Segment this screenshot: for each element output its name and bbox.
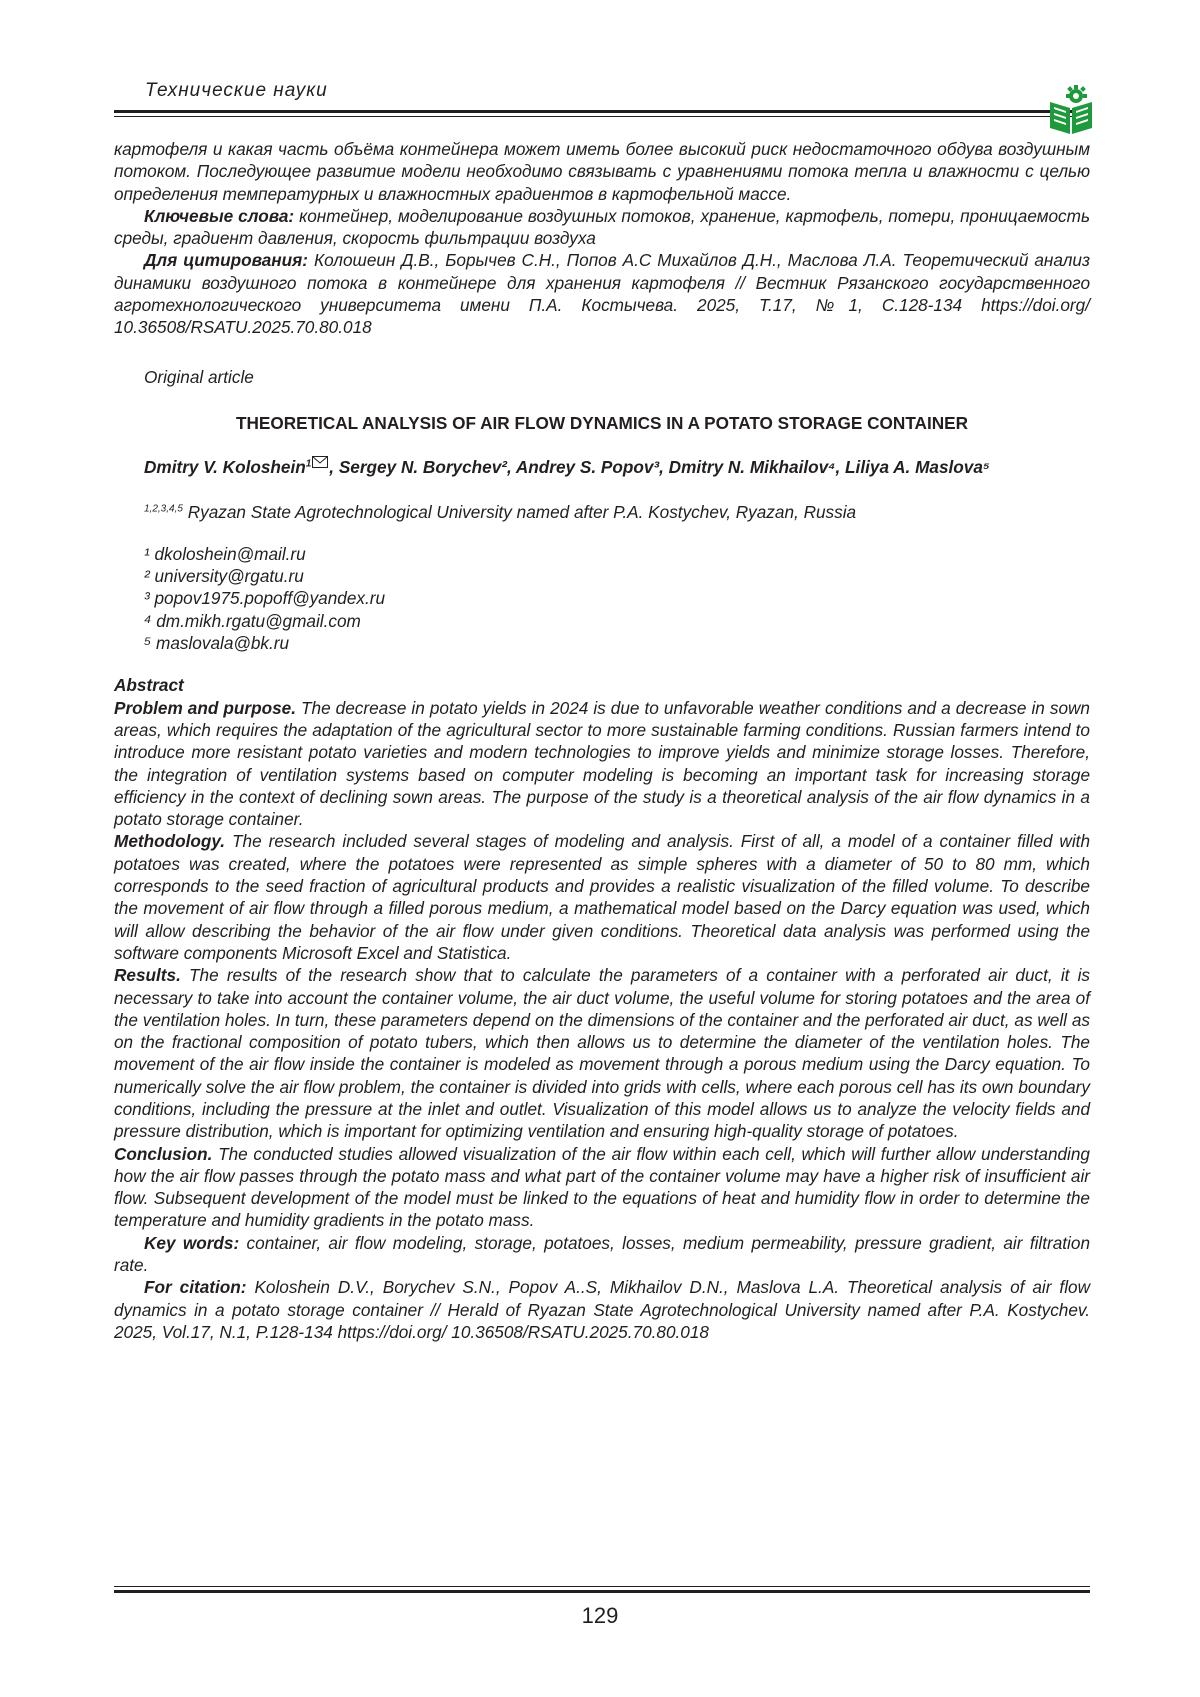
- en-citation-label: For citation:: [144, 1277, 247, 1298]
- problem-text: The decrease in potato yields in 2024 is due to unfavorable weather conditions and a decrease in sown areas, which requires the adaptation of the agricultural sector to more sustainable farming conditions. Russian farmers intend to introduce more resistant potato varieties and modern technologies to improve yields and minimize storage losses. Therefore, the integration of ventilation systems based on computer modeling is becoming an important task for increasing storage efficiency in the context of declining sown areas. The purpose of the study is a theoretical analysis of the air flow dynamics in a potato storage container.: [114, 697, 1090, 830]
- abstract-methodology: [114, 830, 1090, 964]
- email-item[interactable]: ¹ dkoloshein@mail.ru: [144, 543, 306, 564]
- running-header: Технические науки: [145, 80, 328, 101]
- ru-citation-text: Колошеин Д.В., Борычев С.Н., Попов А.С Михайлов Д.Н., Маслова Л.А. Теоретический анализ динамики воздушного потока в контейнере для хранения картофеля // Вестник Рязанского государственного агротехнологического университета имени П.А. Костычева. 2025, Т.17, №1, С.128-134 https://doi.org/ 10.36508/RSATU.2025.70.80.018: [114, 250, 1090, 338]
- en-keywords: [114, 1232, 1090, 1277]
- authors-rest: , Sergey N. Borychev², Andrey S. Popov³, Dmitry N. Mikhailov⁴, Liliya A. Maslova⁵: [329, 457, 990, 478]
- email-item[interactable]: ² university@rgatu.ru: [144, 566, 304, 587]
- envelope-icon: [312, 456, 328, 468]
- en-keywords-text: container, air flow modeling, storage, potatoes, losses, medium permeability, pressure gradient, air filtration rate.: [114, 1232, 1090, 1276]
- affiliation-text: Ryazan State Agrotechnological University named after P.A. Kostychev, Ryazan, Russia: [182, 501, 857, 522]
- page-content: [114, 138, 1090, 1343]
- ru-keywords-label: Ключевые слова:: [144, 205, 295, 226]
- email-list: [144, 543, 1090, 654]
- conclusion-text: The conducted studies allowed visualization of the air flow within each cell, which will further allow understanding how the air flow passes through the potato mass and what part of the container volume may have a higher risk of insufficient air flow. Subsequent development of the model must be linked to the equations of heat and humidity flow in order to determine the temperature and humidity gradients in the potato mass.: [114, 1143, 1090, 1231]
- affiliation: [144, 501, 1090, 523]
- methodology-text: The research included several stages of modeling and analysis. First of all, a model of a container filled with potatoes was created, where the potatoes were represented as simple spheres with a diameter of 50 to 80 mm, which corresponds to the seed fraction of agricultural products and provides a realistic visualization of the filled volume. To describe the movement of air flow through a filled porous medium, a mathematical model based on the Darcy equation was used, which will allow describing the behavior of the air flow under given conditions. Theoretical data analysis was performed using the software components Microsoft Excel and Statistica.: [114, 831, 1090, 963]
- email-item[interactable]: ⁴ dm.mikh.rgatu@gmail.com: [144, 610, 361, 631]
- author-1-sup: 1: [305, 458, 312, 470]
- conclusion-label: Conclusion.: [114, 1143, 213, 1164]
- abstract-results: [114, 964, 1090, 1142]
- ru-citation-label: Для цитирования:: [144, 250, 309, 271]
- email-item[interactable]: ³ popov1975.popoff@yandex.ru: [144, 588, 386, 609]
- abstract-heading: Abstract: [114, 675, 184, 696]
- en-keywords-label: Key words:: [144, 1232, 240, 1253]
- methodology-label: Methodology.: [114, 831, 226, 852]
- abstract-conclusion: [114, 1143, 1090, 1232]
- journal-logo-icon: [1046, 84, 1094, 136]
- results-text: The results of the research show that to calculate the parameters of a container with a perforated air duct, it is necessary to take into account the container volume, the air duct volume, the useful volume for storing potatoes and the area of the ventilation holes. In turn, these parameters depend on the dimensions of the container and the perforated air duct, as well as on the fractional composition of potato tubers, which then allows us to determine the diameter of the ventilation holes. The movement of the air flow inside the container is modeled as movement through a porous medium using the Darcy equation. To numerically solve the air flow problem, the container is divided into grids with cells, where each porous cell has its own boundary conditions, including the pressure at the inlet and outlet. Visualization of this model allows us to analyze the velocity fields and pressure distribution, which is important for optimizing ventilation and ensuring high-quality storage of potatoes.: [114, 965, 1090, 1142]
- results-label: Results.: [114, 965, 181, 986]
- ru-abstract-tail: картофеля и какая часть объёма контейнера может иметь более высокий риск недостаточного обдува воздушным потоком. Последующее развитие модели необходимо связывать с уравнениями потока тепла и влажности с целью определения температурных и влажностных градиентов в картофельной массе.: [114, 139, 1090, 204]
- problem-label: Problem and purpose.: [114, 697, 296, 718]
- authors-line: [114, 456, 1090, 478]
- header-rule-thin: [114, 116, 1090, 117]
- ru-keywords-text: контейнер, моделирование воздушных потоков, хранение, картофель, потери, проницаемость среды, градиент давления, скорость фильтрации воздуха: [114, 205, 1090, 249]
- ru-citation: [114, 249, 1090, 338]
- en-citation: [114, 1276, 1090, 1343]
- en-citation-text: Koloshein D.V., Borychev S.N., Popov A..S, Mikhailov D.N., Maslova L.A. Theoretical analysis of air flow dynamics in a potato storage container // Herald of Ryazan State Agrotechnological University named after P.A. Kostychev. 2025, Vol.17, N.1, P.128-134 https://doi.org/ 10.36508/RSATU.2025.70.80.018: [114, 1277, 1090, 1342]
- header-rule-thick: [114, 110, 1090, 113]
- article-type-label: Original article: [144, 366, 254, 387]
- affiliation-sup: 1,2,3,4,5: [144, 502, 183, 514]
- footer-rule-thin: [114, 1586, 1090, 1587]
- ru-keywords: [114, 205, 1090, 250]
- abstract-problem: [114, 697, 1090, 831]
- article-title: THEORETICAL ANALYSIS OF AIR FLOW DYNAMICS IN A POTATO STORAGE CONTAINER: [235, 412, 969, 433]
- email-item[interactable]: ⁵ maslovala@bk.ru: [144, 633, 290, 654]
- author-1: Dmitry V. Koloshein: [144, 457, 306, 478]
- page-number: 129: [581, 1603, 619, 1628]
- footer-rule-thick: [114, 1590, 1090, 1593]
